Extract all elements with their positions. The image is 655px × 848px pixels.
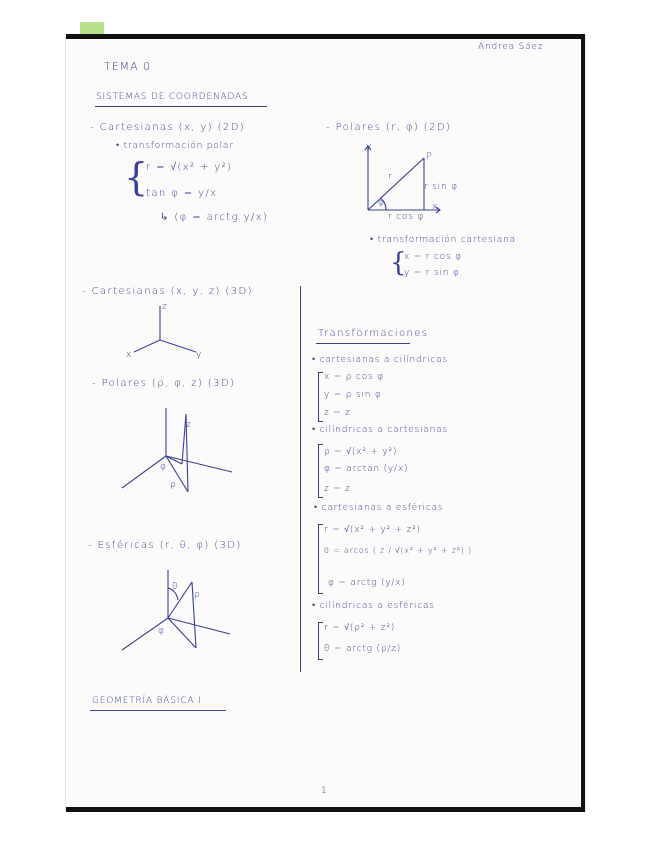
page-edge-right (581, 34, 585, 812)
label-rsinphi: r sin φ (424, 182, 458, 192)
label-rcosphi: r cos φ (388, 212, 425, 222)
section-heading: SISTEMAS DE COORDENADAS (96, 92, 249, 102)
label-phi: φ (378, 198, 385, 208)
polar-transform-heading: • transformación polar (116, 141, 234, 151)
cylindrical-coordinates-diagram (112, 400, 242, 500)
bracket (318, 524, 323, 594)
equation: r = √(x² + y²) (146, 162, 233, 173)
equation: x = r cos φ (404, 252, 462, 262)
page-edge-bottom (66, 807, 585, 812)
equation: y = r sin φ (404, 268, 460, 278)
axis-label-y: y (366, 142, 373, 152)
label-phi: φ (158, 626, 165, 636)
equation: θ = arctg (ρ/z) (324, 644, 402, 654)
cyl-to-cart-heading: • cilíndricas a cartesianas (312, 425, 448, 435)
cartesian-2d-heading: - Cartesianas (x, y) (2D) (90, 122, 246, 133)
author-name: Andrea Sáez (478, 42, 544, 52)
cart-to-sph-heading: • cartesianas a esféricas (314, 503, 444, 513)
label-z: z (186, 420, 192, 430)
section-underline (95, 106, 267, 107)
cartesian-3d-axes-diagram (118, 300, 218, 370)
axis-label-x: x (432, 202, 439, 212)
label-r: r (388, 172, 393, 182)
title-underline (316, 343, 410, 344)
bracket (318, 622, 323, 660)
label-theta: θ (172, 582, 179, 592)
equation: z = z (324, 484, 351, 494)
equation: r = √(x² + y² + z²) (324, 525, 421, 535)
page-number: 1 (321, 786, 328, 796)
cyl-to-sph-heading: • cilíndricas a esféricas (312, 601, 435, 611)
spherical-3d-heading: - Esféricas (r, θ, φ) (3D) (88, 540, 242, 551)
equation: ρ = √(x² + y²) (324, 447, 398, 457)
equation: y = ρ sin φ (324, 390, 382, 400)
column-divider (300, 286, 301, 672)
cart-to-cyl-heading: • cartesianas a cilíndricas (312, 355, 448, 365)
polar-2d-heading: - Polares (r, φ) (2D) (326, 122, 452, 133)
equation: φ = arctg (y/x) (328, 578, 406, 588)
equation: x = ρ cos φ (324, 372, 384, 382)
brace: { (390, 248, 407, 278)
axis-label-x: x (126, 350, 133, 360)
page-title: TEMA 0 (104, 60, 152, 73)
next-section-heading: GEOMETRÍA BÁSICA I (92, 696, 202, 706)
brace: { (124, 155, 149, 199)
equation: ↳ (φ = arctg y/x) (160, 212, 269, 223)
bracket (318, 372, 323, 422)
label-rho: ρ (170, 480, 177, 490)
equation: r = √(ρ² + z²) (324, 623, 396, 633)
axis-label-z: z (162, 302, 168, 312)
bracket (318, 444, 323, 498)
spherical-coordinates-diagram (112, 560, 242, 660)
cylindrical-3d-heading: - Polares (ρ, φ, z) (3D) (92, 378, 236, 389)
label-phi: φ (160, 462, 167, 472)
cartesian-3d-heading: - Cartesianas (x, y, z) (3D) (82, 286, 253, 297)
next-section-underline (90, 710, 226, 711)
cartesian-transform-heading: • transformación cartesiana (370, 235, 516, 245)
label-rho: ρ (194, 590, 201, 600)
equation: φ = arctan (y/x) (324, 464, 409, 474)
equation: z = z (324, 408, 351, 418)
transformations-title: Transformaciones (318, 328, 429, 339)
page-edge-top (66, 34, 585, 39)
point-label-p: P (426, 152, 433, 162)
equation: θ = arcos ( z / √(x² + y² + z²) ) (324, 546, 472, 555)
equation: tan φ = y/x (146, 188, 218, 199)
axis-label-y: y (196, 350, 203, 360)
